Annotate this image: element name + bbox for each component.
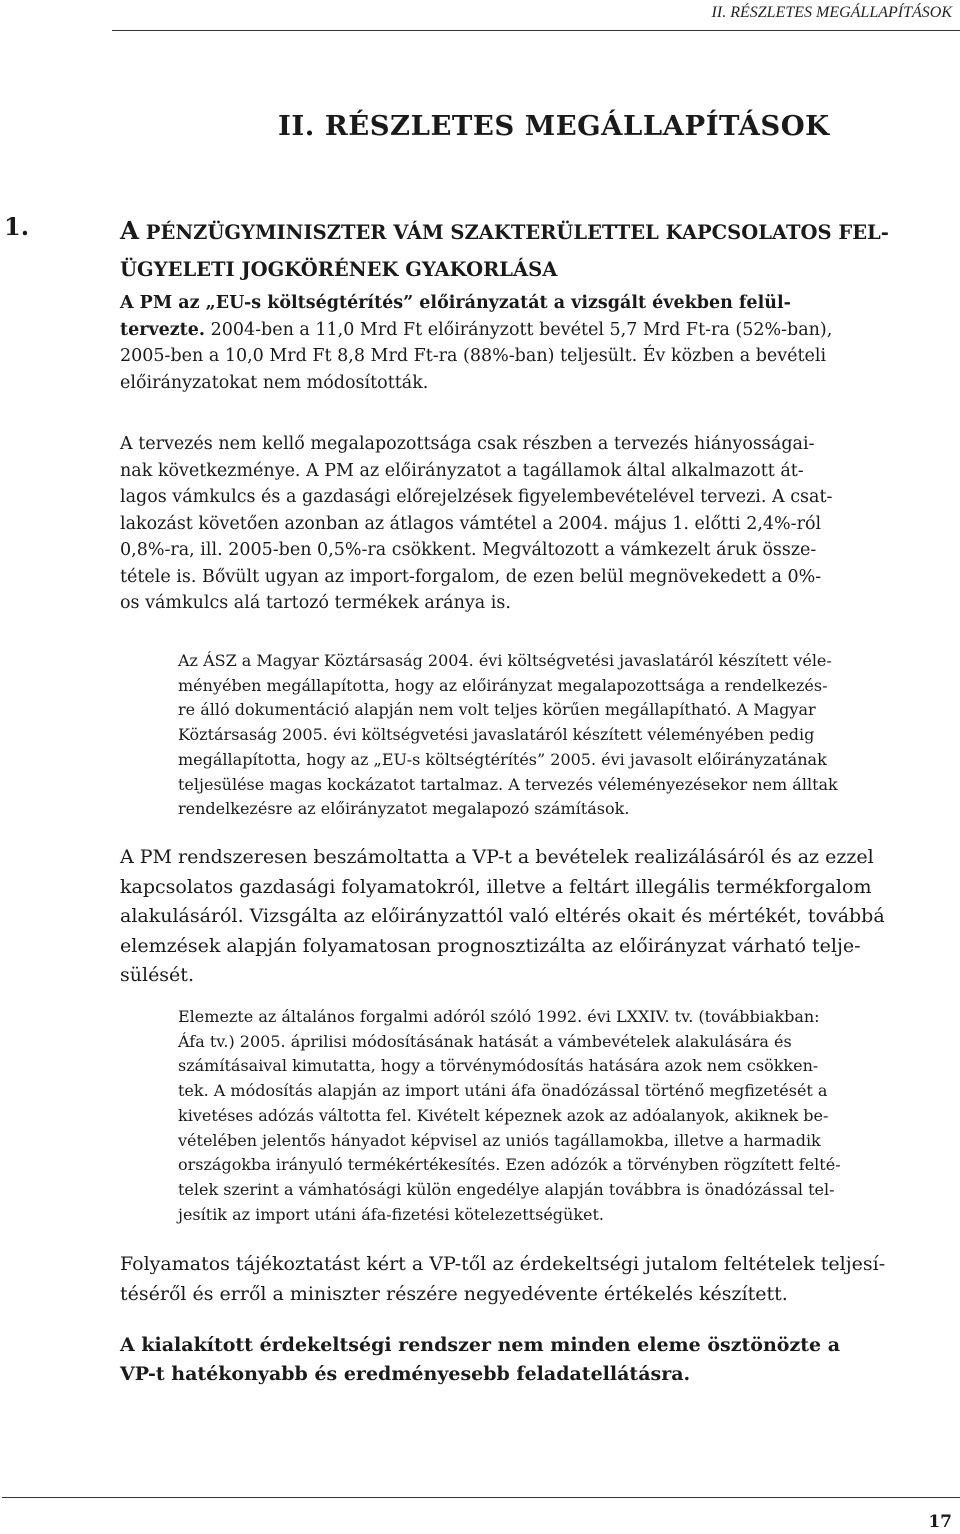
paragraph-line: Elemezte az általános forgalmi adóról szóló 1992. évi LXXIV. tv. (továbbiakban: bbox=[178, 1007, 820, 1026]
finding-line: előirányzatokat nem módosították. bbox=[120, 372, 429, 393]
paragraph-line: 0,8%-ra, ill. 2005-ben 0,5%-ra csökkent. Megváltozott a vámkezelt áruk össze- bbox=[120, 540, 817, 560]
paragraph-line: teljesülése magas kockázatot tartalmaz. A tervezés véleményezésekor nem álltak bbox=[178, 774, 838, 794]
paragraph-line: tek. A módosítás alapján az import utáni áfa önadózással történő megfizetését a bbox=[178, 1081, 828, 1101]
paragraph-line: tétele is. Bővült ugyan az import-forgalom, de ezen belül megnövekedett a 0%- bbox=[120, 566, 822, 587]
paragraph-line: ményében megállapította, hogy az előirányzat megalapozottsága a rendelkezés- bbox=[178, 675, 828, 695]
paragraph-line: Az ÁSZ a Magyar Köztársaság 2004. évi költségvetési javaslatáról készített véle- bbox=[178, 651, 832, 670]
paragraph-line: vételében jelentős hányadot képvisel az uniós tagállamokba, illetve a harmadik bbox=[178, 1130, 821, 1150]
page-number: 17 bbox=[928, 1512, 952, 1532]
paragraph-line: Áfa tv.) 2005. áprilisi módosításának hatását a vámbevételek alakulására és bbox=[178, 1031, 792, 1051]
chapter-title: II. RÉSZLETES MEGÁLLAPÍTÁSOK bbox=[278, 110, 830, 142]
running-header: II. RÉSZLETES MEGÁLLAPÍTÁSOK bbox=[711, 4, 952, 21]
paragraph-line: megállapította, hogy az „EU-s költségtérítés” 2005. évi javasolt előirányzatának bbox=[178, 749, 827, 769]
paragraph-line: alakulásáról. Vizsgálta az előirányzattól való eltérés okait és mértékét, továbbá bbox=[120, 905, 885, 927]
header-rule bbox=[112, 30, 960, 31]
paragraph-line: os vámkulcs alá tartozó termékek aránya is. bbox=[120, 593, 511, 613]
paragraph-line: országokba irányuló termékértékesítés. Ezen adózók a törvényben rögzített felté- bbox=[178, 1155, 841, 1175]
paragraph-line: lagos vámkulcs és a gazdasági előrejelzések figyelembevételével tervezi. A csat- bbox=[120, 487, 833, 507]
paragraph-line: Köztársaság 2005. évi költségvetési javaslatáról készített véleményében pedig bbox=[178, 725, 815, 745]
conclusion-paragraph bbox=[120, 1331, 840, 1389]
section-title-line bbox=[120, 212, 958, 251]
finding-line: 2005-ben a 10,0 Mrd Ft 8,8 Mrd Ft-ra (88%-ban) teljesült. Év közben a bevételi bbox=[120, 346, 827, 366]
paragraph-line: nak következménye. A PM az előirányzatot a tagállamok által alkalmazott át- bbox=[120, 460, 804, 481]
paragraph-line: jesítik az import utáni áfa-fizetési kötelezettségüket. bbox=[178, 1204, 605, 1224]
conclusion-line: A kialakított érdekeltségi rendszer nem minden eleme ösztönözte a bbox=[120, 1334, 841, 1356]
section-title-initial: A bbox=[120, 216, 140, 245]
finding-bold-word: tervezte. bbox=[120, 319, 205, 340]
finding-paragraph bbox=[120, 290, 832, 396]
paragraph-line: elemzések alapján folyamatosan prognosztizálta az előirányzat várható telje- bbox=[120, 934, 861, 957]
body-paragraph bbox=[120, 843, 885, 991]
paragraph-line: kapcsolatos gazdasági folyamatokról, illetve a feltárt illegális termékforgalom bbox=[120, 875, 872, 898]
paragraph-line: téséről és erről a miniszter részére negyedévente értékelés készített. bbox=[120, 1282, 788, 1305]
paragraph-line: rendelkezésre az előirányzatot megalapozó számítások. bbox=[178, 799, 630, 819]
paragraph-line: A tervezés nem kellő megalapozottsága csak részben a tervezés hiányosságai- bbox=[120, 434, 815, 454]
indented-paragraph bbox=[178, 1005, 841, 1227]
conclusion-line: VP-t hatékonyabb és eredményesebb feladatellátásra. bbox=[120, 1363, 691, 1385]
paragraph-line: Folyamatos tájékoztatást kért a VP-től az érdekeltségi jutalom feltételek teljesí- bbox=[120, 1253, 886, 1275]
paragraph-line: kivetéses adózás váltotta fel. Kivételt képeznek azok az adóalanyok, akiknek be- bbox=[178, 1105, 829, 1125]
body-paragraph bbox=[120, 1250, 885, 1309]
paragraph-line: A PM rendszeresen beszámoltatta a VP-t a bevételek realizálásáról és az ezzel bbox=[120, 846, 874, 868]
footer-rule bbox=[2, 1497, 960, 1498]
paragraph-line: sülését. bbox=[120, 964, 194, 986]
paragraph-line: számításaival kimutatta, hogy a törvénymódosítás hatására azok nem csökken- bbox=[178, 1056, 819, 1076]
finding-text: 2004-ben a 11,0 Mrd Ft előirányzott bevétel 5,7 Mrd Ft-ra (52%-ban), bbox=[205, 319, 833, 340]
body-paragraph bbox=[120, 431, 832, 617]
finding-line: A PM az „EU-s költségtérítés” előirányzatát a vizsgált években felül- bbox=[120, 293, 791, 313]
section-title-line: ÜGYELETI JOGKÖRÉNEK GYAKORLÁSA bbox=[120, 258, 558, 281]
finding-line bbox=[120, 317, 832, 344]
section-title-text: PÉNZÜGYMINISZTER VÁM SZAKTERÜLETTEL KAPCSOLATOS FEL- bbox=[139, 221, 889, 244]
section-title bbox=[120, 212, 958, 288]
section-number: 1. bbox=[4, 212, 30, 241]
paragraph-line: re álló dokumentáció alapján nem volt teljes körűen megállapítható. A Magyar bbox=[178, 700, 816, 720]
paragraph-line: telek szerint a vámhatósági külön engedélye alapján továbbra is önadózással tel- bbox=[178, 1179, 835, 1199]
paragraph-line: lakozást követően azonban az átlagos vámtétel a 2004. május 1. előtti 2,4%-ról bbox=[120, 513, 822, 534]
indented-paragraph bbox=[178, 649, 838, 822]
